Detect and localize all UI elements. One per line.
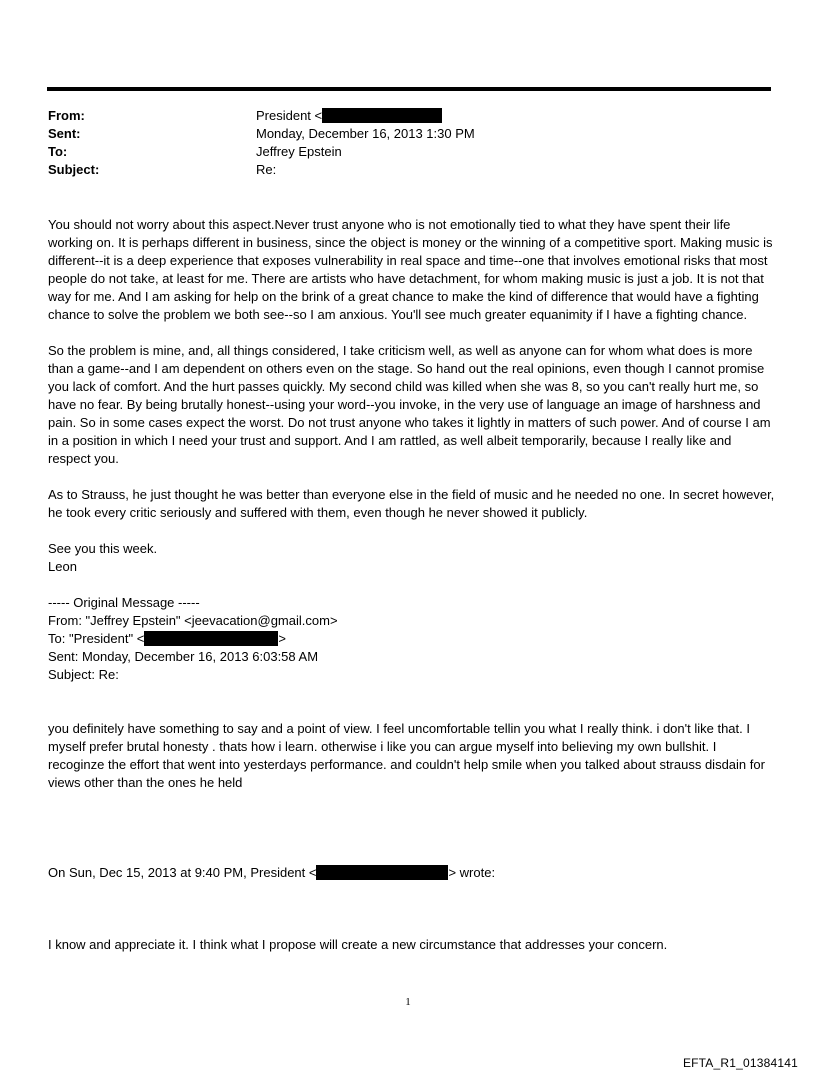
redaction-block — [316, 865, 448, 880]
subject-value: Re: — [256, 162, 277, 177]
original-subject: Subject: Re: — [48, 667, 119, 682]
sent-label: Sent: — [48, 126, 81, 141]
body-paragraph: So the problem is mine, and, all things considered, I take criticism well, as well as anyone can for whom what does is more than a game--and I am dependent on others even on the stage. So hand out the real opinions, even though I cannot promise you lack of comfort. And the hurt passes quickly. My second child was killed when she was 8, so you can't really hurt me, so have no fear. By being brutally honest--using your word--you invoke, in the very use of language an image of harshness and pain. So in some cases expect the worst. Do not trust anyone who takes it lightly in matters of such power. And of course I am in a position in which I need your trust and support. And I am rattled, as well albeit temporarily, because I really like and respect you. — [48, 343, 771, 466]
to-row — [48, 143, 475, 161]
from-row — [48, 107, 475, 125]
original-to — [48, 630, 776, 648]
sent-value: Monday, December 16, 2013 1:30 PM — [256, 126, 475, 141]
sent-row — [48, 125, 475, 143]
to-label: To: — [48, 144, 68, 159]
to-value: Jeffrey Epstein — [256, 144, 342, 159]
original-to-text: To: "President" < — [48, 631, 145, 646]
from-value-text: President < — [256, 108, 323, 123]
quoted-intro-suffix: > wrote: — [448, 865, 496, 880]
from-label: From: — [48, 108, 85, 123]
document-id: EFTA_R1_01384141 — [682, 1056, 798, 1070]
body-paragraph: As to Strauss, he just thought he was better than everyone else in the field of music and he needed no one. In secret however, he took every critic seriously and suffered with them, even though he never showed it publicly. — [48, 487, 775, 520]
quoted-intro-prefix: On Sun, Dec 15, 2013 at 9:40 PM, President < — [48, 865, 317, 880]
email-body — [48, 216, 776, 972]
original-to-suffix: > — [278, 631, 286, 646]
subject-row — [48, 161, 475, 179]
spacer — [48, 684, 776, 720]
email-header — [48, 107, 475, 179]
redaction-block — [322, 108, 442, 123]
signoff-line: See you this week. — [48, 541, 158, 556]
signoff — [48, 540, 776, 576]
spacer — [48, 900, 776, 936]
redaction-block — [144, 631, 278, 646]
signoff-name: Leon — [48, 559, 77, 574]
original-message-text: you definitely have something to say and a point of view. I feel uncomfortable tellin you what I really think. i don't like that. I myself prefer brutal honesty . thats how i learn. otherwise i like you can argue myself into believing my own bullshit. I recoginze the effort that went into yesterdays performance. and couldn't help smile when you talked about strauss disdain for views other than the ones he held — [48, 721, 765, 790]
subject-label: Subject: — [48, 162, 100, 177]
page-number: 1 — [405, 996, 411, 1008]
spacer — [48, 810, 776, 864]
quoted-intro — [48, 864, 776, 882]
from-value — [256, 107, 442, 125]
original-divider: ----- Original Message ----- — [48, 595, 200, 610]
original-sent: Sent: Monday, December 16, 2013 6:03:58 AM — [48, 649, 319, 664]
original-from: From: "Jeffrey Epstein" <jeevacation@gmail.com> — [48, 613, 338, 628]
quoted-message-text: I know and appreciate it. I think what I propose will create a new circumstance that addresses your concern. — [48, 937, 668, 952]
original-message-header — [48, 594, 776, 684]
header-rule — [47, 87, 771, 91]
body-paragraph: You should not worry about this aspect.Never trust anyone who is not emotionally tied to what they have spent their life working on. It is perhaps different in business, since the object is money or the winning of a competitive sport. Making music is different--it is a deep experience that exposes vulnerability in real space and time--one that involves emotional risks that most people do not take, at least for me. There are artists who have detachment, for whom making music is just a job. It is not that way for me. And I am asking for help on the brink of a great chance to make the kind of difference that would have a fighting chance to solve the problem we both see--so I am anxious. You'll see much greater equanimity if I have a fighting chance. — [48, 217, 773, 322]
